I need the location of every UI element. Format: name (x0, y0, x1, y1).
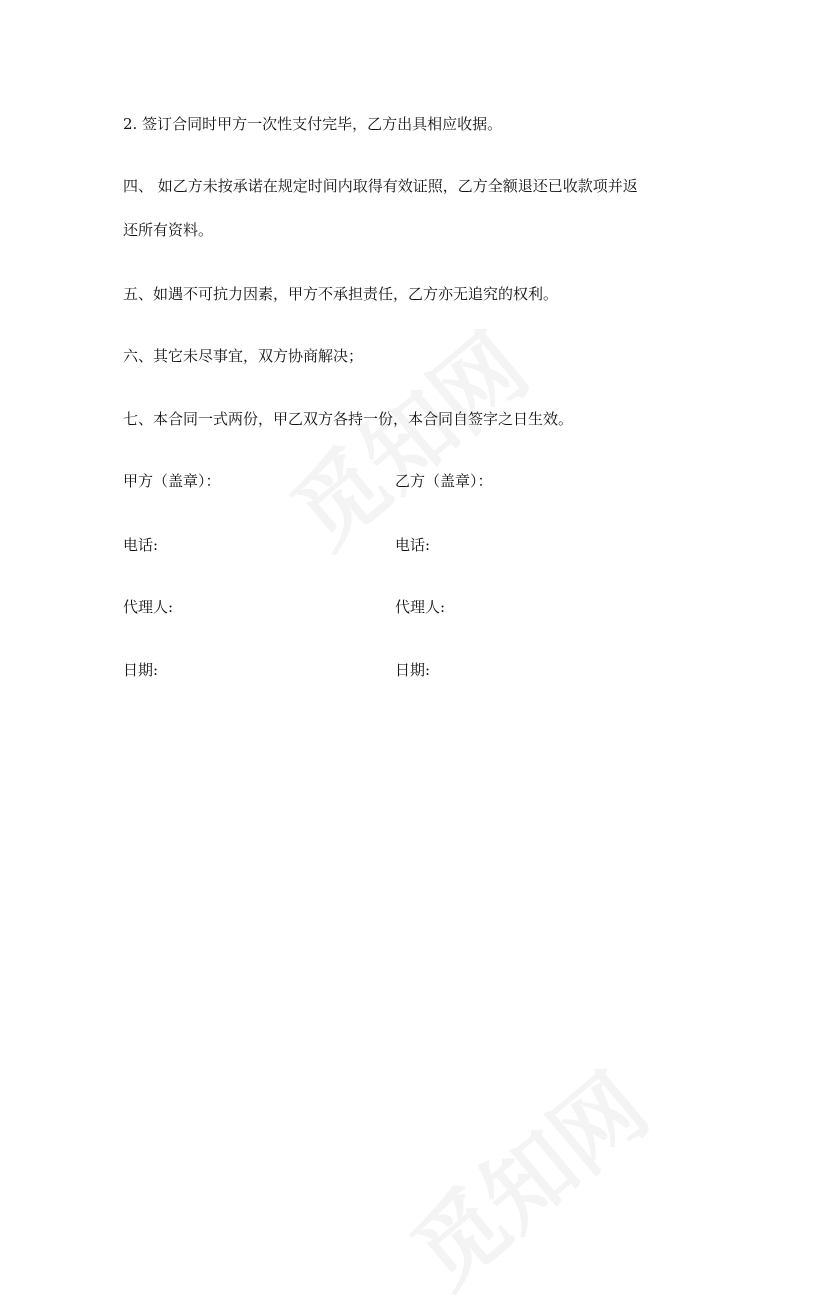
clause-5: 五、如遇不可抗力因素，甲方不承担责任，乙方亦无追究的权利。 (123, 285, 559, 303)
watermark (260, 298, 550, 571)
party-a-phone-label: 电话: (123, 536, 159, 554)
party-b-seal-label: 乙方（盖章）： (395, 472, 493, 490)
party-b-phone-label: 电话: (395, 536, 431, 554)
clause-4-line-1: 四、 如乙方未按承诺在规定时间内取得有效证照，乙方全额退还已收款项并返 (123, 177, 638, 195)
party-a-date-label: 日期: (123, 661, 159, 679)
party-b-agent-label: 代理人: (395, 598, 446, 616)
watermark-bottom (380, 1038, 670, 1311)
clause-6: 六、其它未尽事宜，双方协商解决； (123, 347, 364, 365)
clause-2: 2. 签订合同时甲方一次性支付完毕，乙方出具相应收据。 (123, 115, 503, 133)
party-a-seal-label: 甲方（盖章）： (123, 472, 221, 490)
party-b-date-label: 日期: (395, 661, 431, 679)
party-a-agent-label: 代理人: (123, 598, 174, 616)
clause-4-line-2: 还所有资料。 (123, 221, 214, 239)
clause-7: 七、本合同一式两份，甲乙双方各持一份，本合同自签字之日生效。 (123, 410, 574, 428)
